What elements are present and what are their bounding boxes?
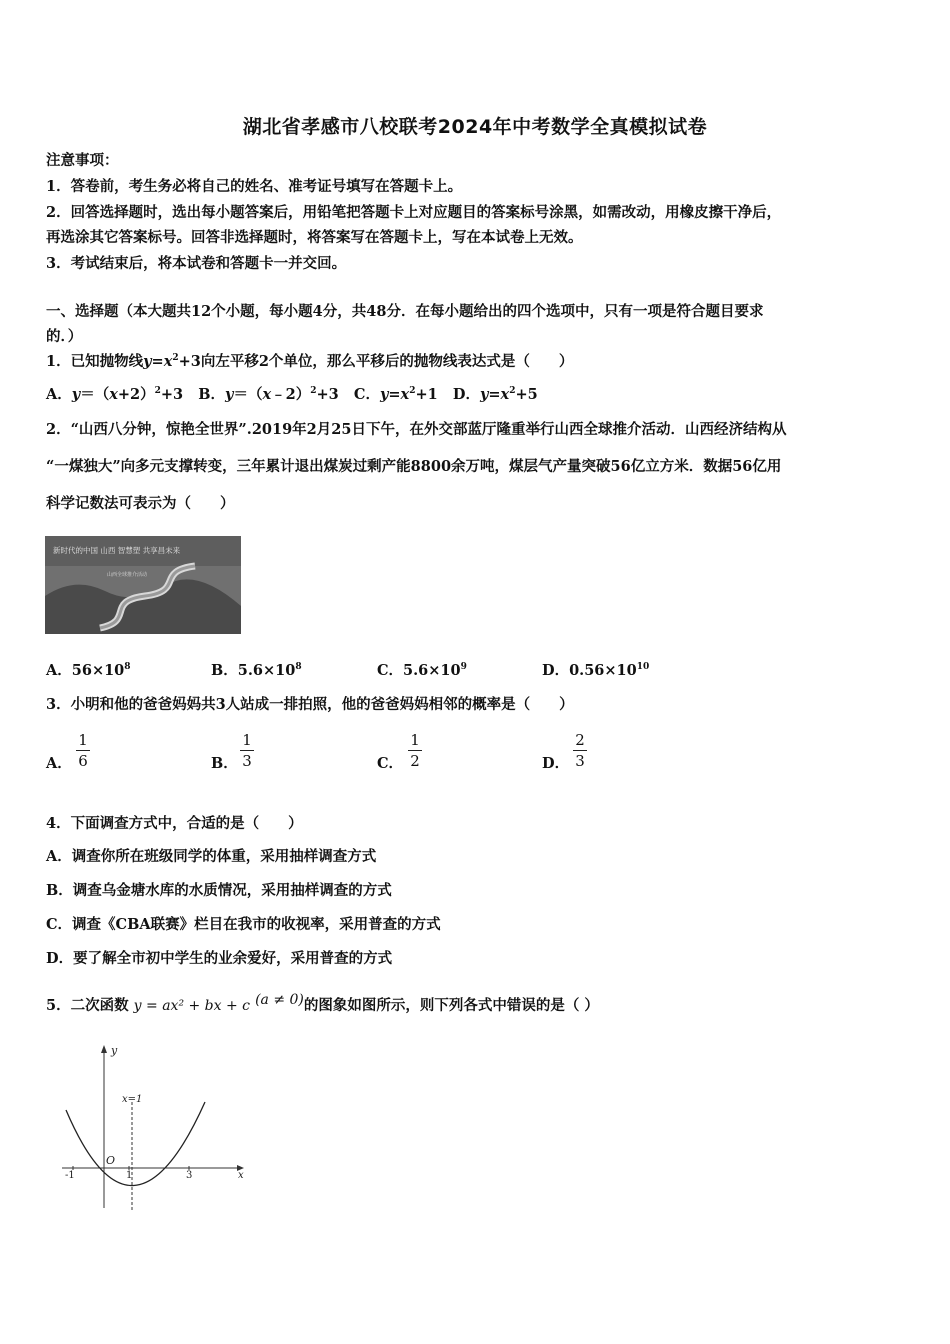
q2-photo-caption1: 新时代的中国 山西 智慧塑 共享昌未来	[53, 546, 181, 555]
q3-option-a-den: 6	[78, 752, 88, 770]
question-2: 2．“山西八分钟，惊艳全世界”.2019年2月25日下午，在外交部蓝厅隆重举行山西全球推介活动．山西经济结构从	[46, 421, 787, 438]
q2-option-b-exp: 8	[295, 662, 302, 673]
q3-option-b-den: 3	[242, 752, 252, 770]
q4-option-c[interactable]: C．调查《CBA联赛》栏目在我市的收视率，采用普查的方式	[46, 916, 441, 933]
q1-option-a[interactable]	[46, 386, 183, 403]
question-1	[46, 352, 573, 372]
q3-option-a-fraction	[76, 731, 90, 770]
q5-condition: (a ≠ 0)	[255, 992, 304, 1008]
q2-photo-art	[45, 536, 241, 634]
q1-option-a-exp: 2	[154, 386, 161, 397]
q1-option-b-exp: 2	[310, 386, 317, 397]
q1-option-b-x: x	[262, 386, 272, 403]
note-item-3: 3．考试结束后，将本试卷和答题卡一并交回。	[46, 255, 347, 272]
q5-prefix: 5．二次函数	[46, 997, 129, 1014]
notes-heading: 注意事项：	[46, 152, 119, 169]
q1-eq: =	[151, 353, 164, 370]
q5-formula: y = ax² + bx + c	[133, 998, 251, 1014]
note-item-2: 2．回答选择题时，选出每小题答案后，用铅笔把答题卡上对应题目的答案标号涂黑，如需改动，用橡皮擦干净后，	[46, 204, 782, 221]
q2-option-c-base: 5.6×10	[403, 662, 461, 679]
q1-option-a-t4: +2）	[117, 386, 155, 403]
q2-option-c-exp: 9	[460, 662, 467, 673]
q2-option-d-label: D．	[542, 662, 570, 679]
q3-option-a-num: 1	[78, 731, 88, 749]
origin-label: O	[106, 1154, 116, 1167]
question-2-cont2: 科学记数法可表示为（ ）	[46, 495, 235, 512]
q4-option-a[interactable]: A．调查你所在班级同学的体重，采用抽样调查方式	[46, 848, 377, 865]
q1-option-a-label: A．	[46, 386, 72, 403]
question-3: 3．小明和他的爸爸妈妈共3人站成一排拍照，他的爸爸妈妈相邻的概率是（ ）	[46, 696, 574, 713]
q4-option-d[interactable]: D．要了解全市初中学生的业余爱好，采用普查的方式	[46, 950, 393, 967]
q2-option-b-base: 5.6×10	[237, 662, 296, 679]
section1-heading-cont: 的．）	[46, 328, 83, 345]
q3-option-c-fraction	[408, 731, 422, 770]
q1-option-c-label: C．	[353, 386, 380, 403]
q2-option-c-label: C．	[377, 662, 404, 679]
q1-option-b-t2: ＝（	[233, 386, 263, 403]
q1-option-c-exp: 2	[409, 386, 416, 397]
q2-option-a[interactable]	[46, 661, 131, 681]
q1-option-d-label: D．	[452, 386, 480, 403]
y-axis-label: y	[111, 1044, 118, 1057]
q1-option-a-t5: +3	[160, 386, 184, 403]
q3-option-d-fraction	[573, 731, 587, 770]
tick-neg1: -1	[65, 1170, 75, 1181]
q1-option-b-t4: ﹣2）	[271, 386, 311, 403]
q2-option-c[interactable]	[377, 661, 467, 681]
fraction-bar	[573, 750, 587, 751]
q1-option-c-t2: =	[388, 386, 401, 403]
q2-option-d-exp: 10	[636, 662, 650, 673]
q1-option-d-t2: =	[488, 386, 501, 403]
note-item-2-cont: 再选涂其它答案标号。回答非选择题时，将答案写在答题卡上，写在本试卷上无效。	[46, 229, 583, 246]
q3-option-b-label[interactable]: B．	[211, 755, 238, 772]
q1-suffix: +3向左平移2个单位，那么平移后的抛物线表达式是（ ）	[178, 353, 574, 370]
q2-option-d[interactable]	[542, 661, 649, 681]
x-axis-label: x	[238, 1170, 244, 1181]
q1-option-a-y: y	[71, 386, 81, 403]
question-2-cont1: “一煤独大”向多元支撑转变，三年累计退出煤炭过剩产能8800余万吨，煤层气产量突破56亿立方米．数据56亿用	[46, 458, 782, 475]
q2-option-b[interactable]	[211, 661, 302, 681]
q1-var-y: y	[143, 353, 152, 370]
q3-option-b-fraction	[240, 731, 254, 770]
q1-option-d-exp: 2	[509, 386, 516, 397]
q2-photo-caption2: 山西全球推介活动	[107, 572, 148, 578]
q1-option-b-label: B．	[198, 386, 226, 403]
q3-option-d-num: 2	[575, 731, 585, 749]
q1-option-b-t5: +3	[316, 386, 339, 403]
q3-option-c-label[interactable]: C．	[377, 755, 404, 772]
symmetry-line-label: x=1	[122, 1094, 143, 1105]
tick-3: 3	[186, 1170, 193, 1181]
q2-option-d-base: 0.56×10	[569, 662, 637, 679]
q3-option-c-num: 1	[410, 731, 420, 749]
q2-option-a-label: A．	[46, 662, 72, 679]
question-5	[46, 992, 599, 1016]
q3-option-c-den: 2	[410, 752, 420, 770]
q3-option-b-num: 1	[242, 731, 252, 749]
fraction-bar	[408, 750, 422, 751]
tick-1: 1	[126, 1170, 133, 1181]
q2-option-b-label: B．	[211, 662, 238, 679]
q1-options	[46, 385, 538, 405]
q2-option-a-exp: 8	[124, 662, 131, 673]
q1-option-b-y: y	[225, 386, 234, 403]
q4-option-b[interactable]: B．调查乌金塘水库的水质情况，采用抽样调查的方式	[46, 882, 392, 899]
fraction-bar	[76, 750, 90, 751]
q1-option-c[interactable]	[354, 386, 438, 403]
parabola-curve	[66, 1102, 205, 1186]
q1-option-d-y: y	[479, 386, 489, 403]
q1-option-a-x: x	[109, 386, 118, 403]
q3-option-a-label[interactable]: A．	[46, 755, 72, 772]
q1-option-d-t4: +5	[515, 386, 538, 403]
q1-option-d-x: x	[500, 386, 510, 403]
q1-exp: 2	[172, 353, 179, 364]
q3-option-d-den: 3	[575, 752, 585, 770]
y-axis-arrow	[101, 1045, 107, 1053]
q1-option-a-t2: ＝（	[80, 386, 110, 403]
q3-option-d-label[interactable]: D．	[542, 755, 570, 772]
q2-option-a-base: 56×10	[71, 662, 125, 679]
question-4: 4．下面调查方式中，合适的是（ ）	[46, 815, 303, 832]
q5-suffix: 的图象如图所示，则下列各式中错误的是（ ）	[303, 997, 599, 1014]
q2-photo	[45, 536, 241, 634]
q1-option-c-t4: +1	[415, 386, 438, 403]
q1-option-c-y: y	[379, 386, 389, 403]
page-title: 湖北省孝感市八校联考2024年中考数学全真模拟试卷	[242, 116, 708, 138]
q1-prefix: 1．已知抛物线	[46, 353, 144, 370]
q5-parabola-graph	[58, 1040, 258, 1215]
note-item-1: 1．答卷前，考生务必将自己的姓名、准考证号填写在答题卡上。	[46, 178, 463, 195]
q1-option-b[interactable]	[198, 386, 338, 403]
section1-heading: 一、选择题（本大题共12个小题，每小题4分，共48分．在每小题给出的四个选项中，只有一项是符合题目要求	[46, 303, 764, 320]
q1-option-c-x: x	[400, 386, 410, 403]
q1-var-x: x	[163, 353, 173, 370]
fraction-bar	[240, 750, 254, 751]
q1-option-d[interactable]	[453, 386, 538, 403]
